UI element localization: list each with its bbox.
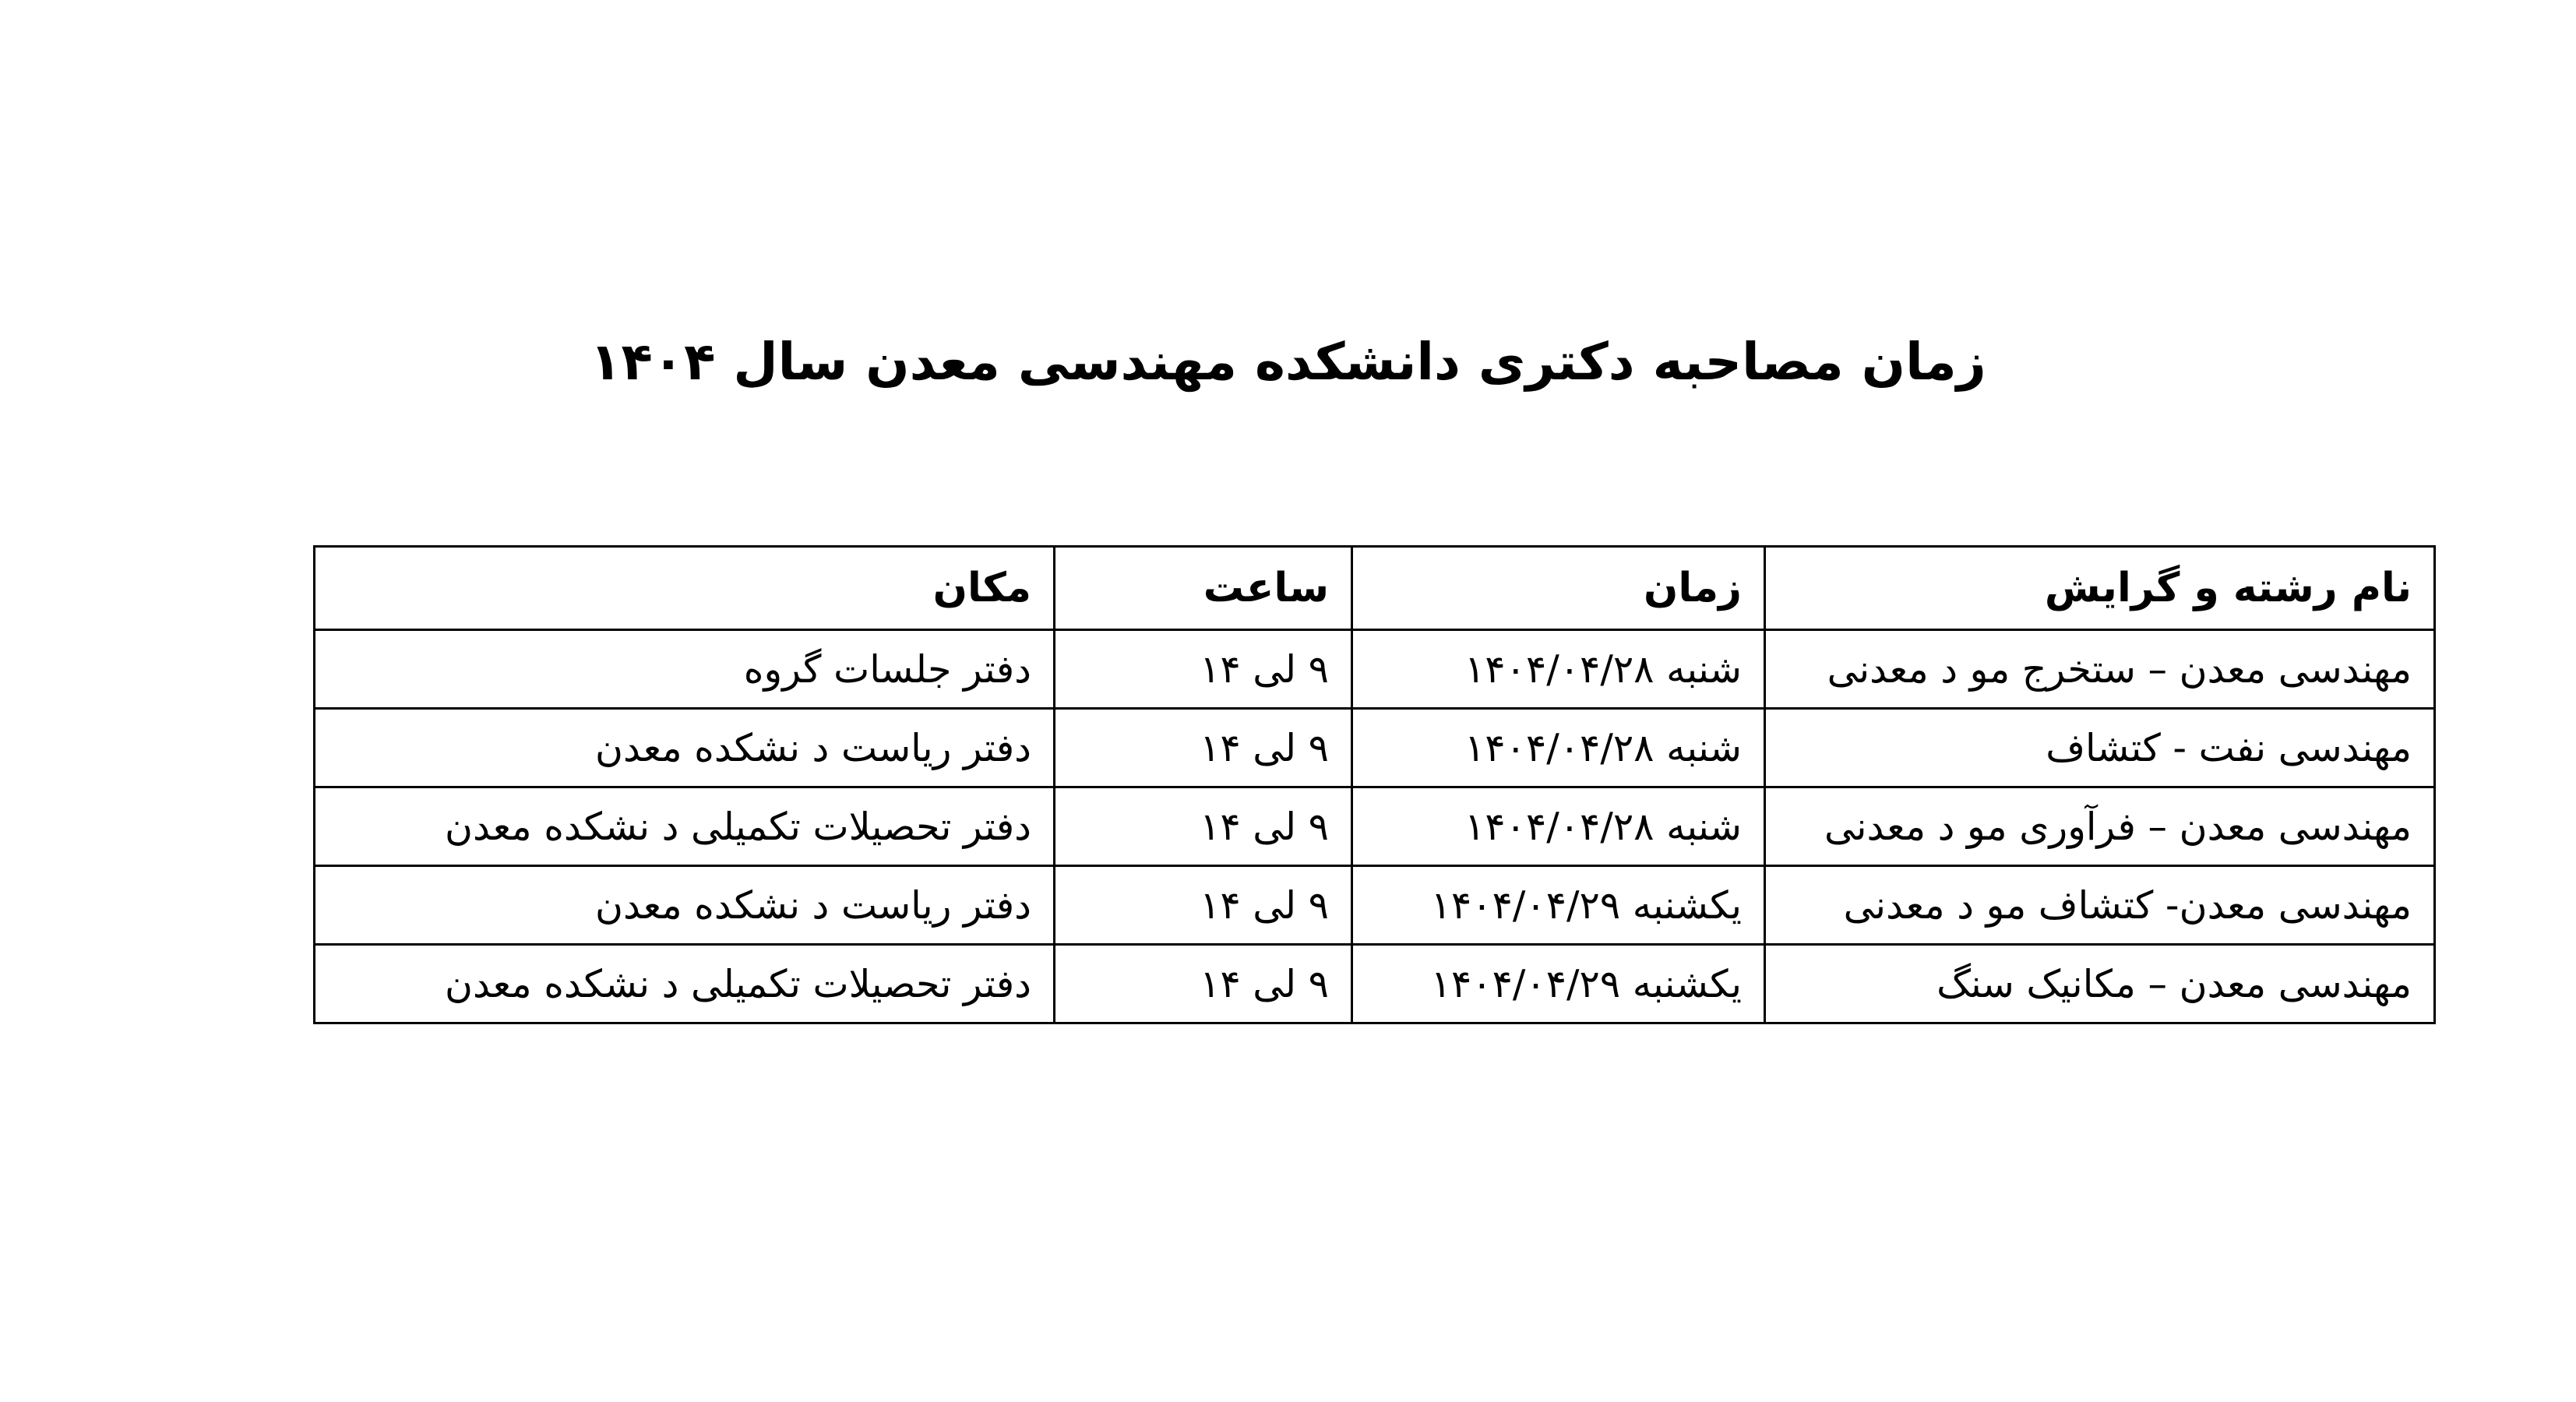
cell-hour: ۹ لی ۱۴ [1055,866,1352,945]
cell-date: یکشنبه ۱۴۰۴/۰۴/۲۹ [1352,945,1765,1023]
table-row [315,630,2435,709]
cell-hour: ۹ لی ۱۴ [1055,630,1352,709]
header-date: زمان [1352,547,1765,630]
cell-place: دفتر تحصیلات تکمیلی د نشکده معدن [315,945,1055,1023]
cell-field: مهندسی معدن – ستخرج مو د معدنی [1765,630,2435,709]
interview-schedule-table [313,545,2436,1024]
header-hour: ساعت [1055,547,1352,630]
cell-date: یکشنبه ۱۴۰۴/۰۴/۲۹ [1352,866,1765,945]
cell-place: دفتر ریاست د نشکده معدن [315,866,1055,945]
cell-date: شنبه ۱۴۰۴/۰۴/۲۸ [1352,709,1765,787]
cell-place: دفتر جلسات گروه [315,630,1055,709]
cell-date: شنبه ۱۴۰۴/۰۴/۲۸ [1352,787,1765,866]
table-row [315,787,2435,866]
cell-hour: ۹ لی ۱۴ [1055,945,1352,1023]
page-title: زمان مصاحبه دکتری دانشکده مهندسی معدن سال ۱۴۰۴ [590,332,1986,392]
cell-field: مهندسی معدن – مکانیک سنگ [1765,945,2435,1023]
cell-field: مهندسی معدن- کتشاف مو د معدنی [1765,866,2435,945]
header-field: نام رشته و گرایش [1765,547,2435,630]
table-header-row [315,547,2435,630]
header-place: مکان [315,547,1055,630]
cell-field: مهندسی نفت - کتشاف [1765,709,2435,787]
cell-hour: ۹ لی ۱۴ [1055,709,1352,787]
cell-place: دفتر ریاست د نشکده معدن [315,709,1055,787]
table-row [315,945,2435,1023]
cell-place: دفتر تحصیلات تکمیلی د نشکده معدن [315,787,1055,866]
table-row [315,866,2435,945]
cell-field: مهندسی معدن – فرآوری مو د معدنی [1765,787,2435,866]
cell-hour: ۹ لی ۱۴ [1055,787,1352,866]
table-row [315,709,2435,787]
cell-date: شنبه ۱۴۰۴/۰۴/۲۸ [1352,630,1765,709]
